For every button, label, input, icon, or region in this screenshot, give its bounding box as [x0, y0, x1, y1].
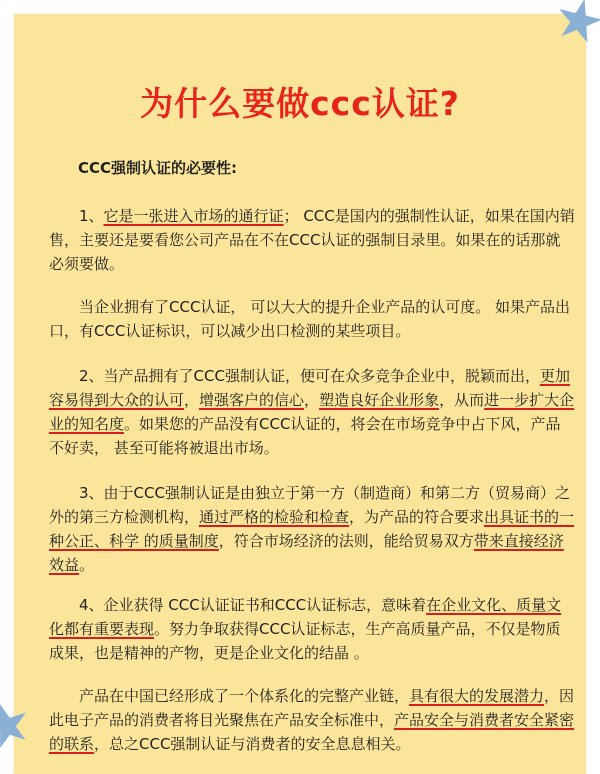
underlined-phrase: 更加容易得到大众的认可	[49, 367, 570, 409]
underlined-phrase: 增强客户的信心	[199, 391, 305, 409]
text-segment: ，	[304, 391, 320, 409]
underlined-phrase: 塑造良好企业形象	[319, 391, 440, 409]
text-segment: 。努力争取获得CCC认证标志，生产高质量产品，不仅是物质成果，也是精神的产物，更是企业文化的结晶 。	[49, 620, 561, 662]
text-segment: 。	[79, 556, 95, 574]
underlined-phrase: 具有很大的发展潜力	[409, 687, 545, 705]
underlined-phrase: 它是一张进入市场的通行证	[103, 207, 284, 225]
paragraph-4	[49, 481, 575, 577]
page-title: 为什么要做ccc认证?	[140, 84, 460, 123]
paragraph-3	[49, 364, 575, 460]
underlined-phrase: 进一步扩大企业的知名度	[49, 391, 575, 433]
underlined-phrase: 带来直接经济效益	[49, 532, 564, 574]
text-segment: 当企业拥有了CCC认证， 可以大大的提升企业产品的认可度。 如果产品出口，有CCC认证标识，可以减少出口检测的某些项目。	[49, 298, 570, 340]
paragraph-1	[49, 204, 575, 276]
paragraph-5	[49, 593, 575, 665]
paragraph-6	[49, 684, 575, 756]
text-segment: 。如果您的产品没有CCC认证的，将会在市场竞争中占下风，产品不好卖， 甚至可能将被退出市场。	[49, 415, 561, 457]
text-segment: ，从而	[439, 391, 485, 409]
section-subtitle: CCC强制认证的必要性:	[78, 159, 238, 177]
text-segment: ； CCC是国内的强制性认证，如果在国内销售，主要还是要看您公司产品在不在CCC认证的强制目录里。如果在的话那就必须要做。	[49, 207, 575, 273]
underlined-phrase: 出具证书的一种公正、科学 的质量制度	[49, 508, 575, 550]
text-segment: ，总之CCC强制认证与消费者的安全息息相关。	[94, 735, 411, 753]
text-segment: 3、由于CCC强制认证是由独立于第一方（制造商）和第二方（贸易商）之外的第三方检测机构，	[49, 484, 570, 526]
text-segment: 2、当产品拥有了CCC强制认证，便可在众多竞争企业中，脱颖而出，	[79, 367, 540, 385]
underlined-phrase: 产品安全与消费者安全紧密的联系	[49, 711, 575, 753]
underlined-phrase: 在企业文化、质量文化都有重要表现	[49, 596, 562, 638]
text-segment: 1、	[79, 207, 104, 225]
text-segment: ，符合市场经济的法则，能给贸易双方	[218, 532, 474, 550]
paragraph-2	[49, 295, 575, 343]
underlined-phrase: 通过严格的检验和检查	[199, 508, 350, 526]
text-segment: ，	[184, 391, 200, 409]
text-segment: 4、企业获得 CCC认证证书和CCC认证标志，意味着	[79, 596, 427, 614]
text-segment: ，为产品的符合要求	[349, 508, 485, 526]
text-segment: ，因此电子产品的消费者将目光聚焦在产品安全标准中，	[49, 687, 575, 729]
text-segment: 产品在中国已经形成了一个体系化的完整产业链，	[79, 687, 410, 705]
